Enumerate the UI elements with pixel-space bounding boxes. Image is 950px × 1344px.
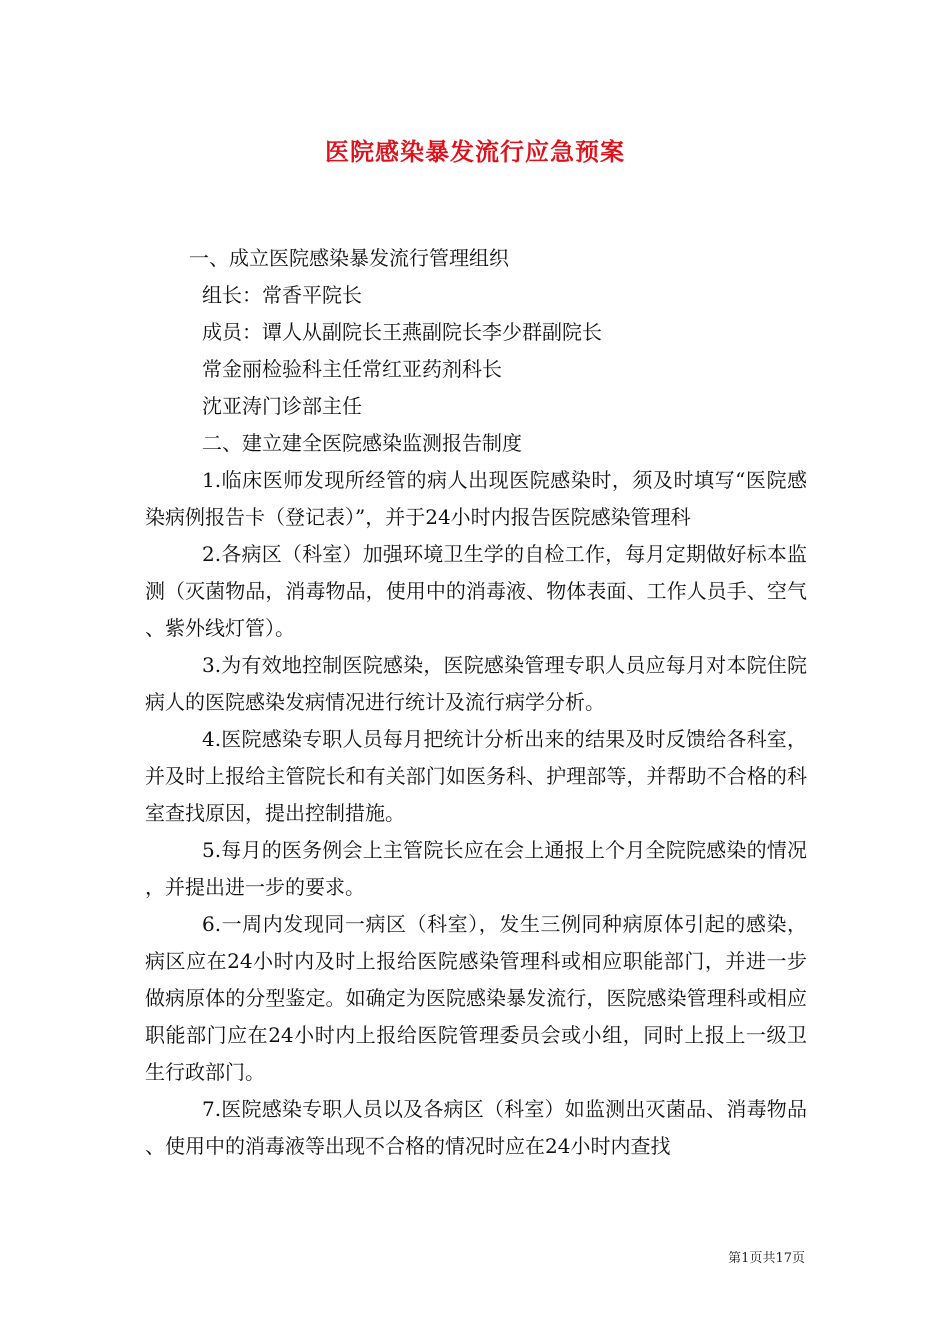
document-title: 医院感染暴发流行应急预案 bbox=[325, 137, 625, 166]
org-leader: 组长：常香平院长 bbox=[202, 283, 362, 307]
section-heading: 一、成立医院感染暴发流行管理组织 bbox=[189, 246, 509, 270]
paragraph: 4.医院感染专职人员每月把统计分析出来的结果及时反馈给各科室，并及时上报给主管院长和有关部门如医务科、护理部等，并帮助不合格的科室查找原因，提出控制措施。 bbox=[145, 727, 807, 825]
paragraph: 3.为有效地控制医院感染，医院感染管理专职人员应每月对本院住院病人的医院感染发病情况进行统计及流行病学分析。 bbox=[145, 653, 807, 714]
paragraph: 5.每月的医务例会上主管院长应在会上通报上个月全院院感染的情况，并提出进一步的要求。 bbox=[145, 838, 807, 899]
page-number: 第1页共17页 bbox=[728, 1251, 805, 1266]
paragraph: 1.临床医师发现所经管的病人出现医院感染时，须及时填写“医院感染病例报告卡（登记表）”，并于24小时内报告医院感染管理科 bbox=[145, 468, 807, 529]
paragraph: 7.医院感染专职人员以及各病区（科室）如监测出灭菌品、消毒物品、使用中的消毒液等出现不合格的情况时应在24小时内查找 bbox=[145, 1097, 807, 1158]
section-heading: 二、建立建全医院感染监测报告制度 bbox=[202, 431, 522, 455]
org-members-continued: 沈亚涛门诊部主任 bbox=[202, 394, 362, 418]
org-members: 成员：谭人从副院长王燕副院长李少群副院长 bbox=[202, 320, 602, 344]
org-members-continued: 常金丽检验科主任常红亚药剂科长 bbox=[202, 357, 502, 381]
document-body bbox=[145, 240, 807, 1165]
paragraph: 2.各病区（科室）加强环境卫生学的自检工作，每月定期做好标本监测（灭菌物品，消毒物品，使用中的消毒液、物体表面、工作人员手、空气、紫外线灯管）。 bbox=[145, 542, 807, 640]
paragraph: 6.一周内发现同一病区（科室），发生三例同种病原体引起的感染，病区应在24小时内及时上报给医院感染管理科或相应职能部门，并进一步做病原体的分型鉴定。如确定为医院感染暴发流行，医院感染管理科或相应职能部门应在24小时内上报给医院管理委员会或小组，同时上报上一级卫生行政部门。 bbox=[145, 912, 807, 1084]
